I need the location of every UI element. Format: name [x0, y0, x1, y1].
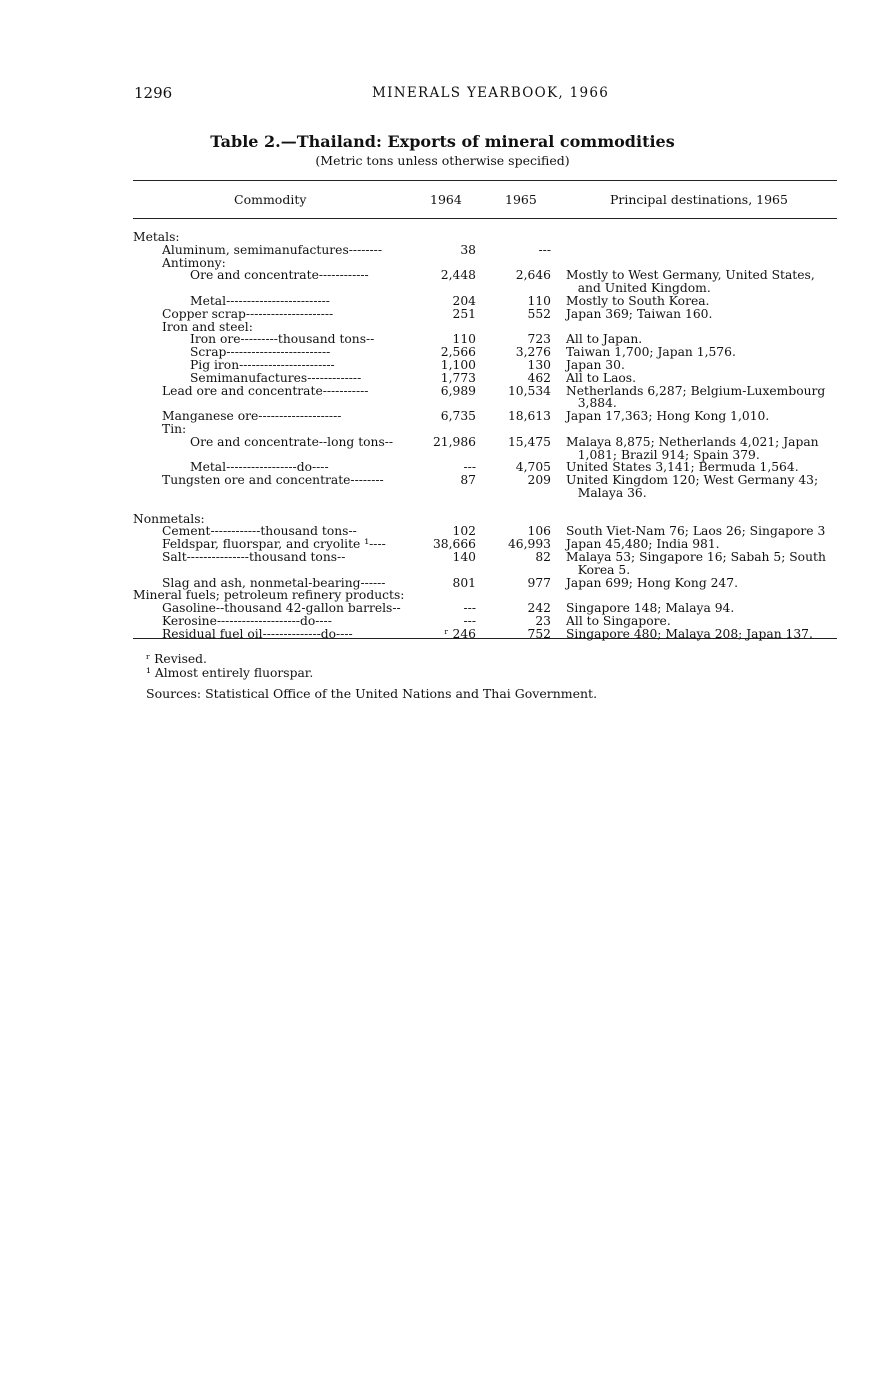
destinations-cell: 1,081; Brazil 914; Spain 379. — [566, 447, 760, 462]
value-1964-cell: 1,100 — [440, 357, 476, 372]
commodity-cell: Aluminum, semimanufactures-------- — [162, 242, 382, 257]
value-1965-cell: 242 — [527, 601, 551, 616]
table-row — [0, 538, 885, 551]
table-title: Table 2.—Thailand: Exports of mineral commodities — [210, 132, 675, 151]
destinations-cell: Japan 45,480; India 981. — [566, 537, 720, 552]
value-1964-cell: 87 — [460, 473, 476, 488]
destinations-cell: All to Singapore. — [566, 613, 671, 628]
destinations-cell: 3,884. — [566, 396, 617, 411]
value-1964-cell: 204 — [452, 293, 476, 308]
table-subtitle: (Metric tons unless otherwise specified) — [315, 153, 570, 168]
table-row — [0, 410, 885, 423]
value-1965-cell: 46,993 — [507, 537, 551, 552]
destinations-cell: United Kingdom 120; West Germany 43; — [566, 473, 819, 488]
value-1965-cell: 106 — [527, 524, 551, 539]
destinations-cell: South Viet-Nam 76; Laos 26; Singapore 3 — [566, 524, 826, 539]
commodity-cell: Gasoline--thousand 42-gallon barrels-- — [162, 601, 401, 616]
page-number: 1296 — [134, 84, 173, 102]
table-row — [0, 500, 885, 513]
table-row — [0, 295, 885, 308]
value-1964-cell: ʳ 246 — [444, 626, 476, 641]
destinations-cell: Korea 5. — [566, 562, 631, 577]
table-row — [0, 231, 885, 244]
table-row — [0, 321, 885, 334]
commodity-cell: Metals: — [133, 230, 180, 244]
destinations-cell: Netherlands 6,287; Belgium-Luxembourg — [566, 383, 826, 398]
header-commodity: Commodity — [234, 192, 307, 207]
commodity-cell: Manganese ore-------------------- — [162, 409, 342, 424]
destinations-cell: Japan 17,363; Hong Kong 1,010. — [566, 409, 770, 424]
value-1965-cell: 15,475 — [507, 434, 551, 449]
destinations-cell: Japan 699; Hong Kong 247. — [566, 575, 738, 590]
commodity-cell: Ore and concentrate------------ — [190, 268, 369, 283]
table-row — [0, 282, 885, 295]
value-1964-cell: 2,566 — [440, 345, 476, 360]
value-1964-cell: --- — [463, 601, 476, 616]
value-1965-cell: 723 — [527, 332, 551, 347]
sources-note: Sources: Statistical Office of the United Nations and Thai Government. — [146, 686, 598, 701]
destinations-cell: United States 3,141; Bermuda 1,564. — [566, 460, 799, 475]
value-1965-cell: 4,705 — [515, 460, 551, 475]
value-1964-cell: 38,666 — [432, 537, 476, 552]
commodity-cell: Metal------------------------- — [190, 293, 330, 308]
value-1965-cell: 82 — [535, 549, 551, 564]
table-top-rule — [133, 180, 837, 181]
commodity-cell: Slag and ash, nonmetal-bearing------ — [162, 575, 386, 590]
commodity-cell: Mineral fuels; petroleum refinery products: — [133, 588, 405, 603]
value-1964-cell: 38 — [460, 242, 476, 257]
commodity-cell: Salt---------------thousand tons-- — [162, 549, 346, 564]
table-row — [0, 474, 885, 487]
commodity-cell: Antimony: — [162, 255, 226, 270]
value-1964-cell: 2,448 — [440, 268, 476, 283]
destinations-cell: Japan 30. — [566, 357, 625, 372]
table-header-rule — [133, 218, 837, 219]
value-1965-cell: --- — [538, 242, 551, 257]
table-row — [0, 564, 885, 577]
table-row — [0, 436, 885, 449]
table-row — [0, 269, 885, 282]
table-row — [0, 551, 885, 564]
commodity-cell: Ore and concentrate--long tons-- — [190, 434, 394, 449]
value-1964-cell: 102 — [452, 524, 476, 539]
destinations-cell: Taiwan 1,700; Japan 1,576. — [566, 345, 736, 360]
commodity-cell: Tin: — [162, 421, 187, 436]
commodity-cell: Lead ore and concentrate----------- — [162, 383, 369, 398]
value-1965-cell: 10,534 — [507, 383, 551, 398]
value-1964-cell: 110 — [452, 332, 476, 347]
table-row — [0, 615, 885, 628]
commodity-cell: Iron ore---------thousand tons-- — [190, 332, 375, 347]
destinations-cell: Singapore 148; Malaya 94. — [566, 601, 735, 616]
commodity-cell: Pig iron----------------------- — [190, 357, 335, 372]
destinations-cell: All to Japan. — [566, 332, 643, 347]
table-row — [0, 487, 885, 500]
footnote-1: ¹ Almost entirely fluorspar. — [146, 666, 314, 680]
commodity-cell: Metal-----------------do---- — [190, 460, 329, 475]
commodity-cell: Residual fuel oil--------------do---- — [162, 626, 353, 641]
value-1964-cell: 21,986 — [432, 434, 476, 449]
table-row — [0, 589, 885, 602]
value-1965-cell: 752 — [527, 626, 551, 641]
destinations-cell: Malaya 8,875; Netherlands 4,021; Japan — [566, 434, 819, 449]
header-destinations: Principal destinations, 1965 — [610, 192, 788, 207]
value-1965-cell: 130 — [527, 357, 551, 372]
table-bottom-rule — [133, 638, 837, 639]
commodity-cell: Tungsten ore and concentrate-------- — [162, 473, 384, 488]
table-header-row — [0, 192, 885, 210]
table-row — [0, 385, 885, 398]
value-1965-cell: 23 — [535, 613, 551, 628]
value-1964-cell: 6,989 — [440, 383, 476, 398]
value-1965-cell: 18,613 — [507, 409, 551, 424]
destinations-cell: and United Kingdom. — [566, 281, 711, 296]
value-1965-cell: 462 — [527, 370, 551, 385]
value-1965-cell: 3,276 — [515, 345, 551, 360]
commodity-cell: Cement------------thousand tons-- — [162, 524, 357, 539]
running-title: MINERALS YEARBOOK, 1966 — [372, 85, 610, 101]
table-row — [0, 602, 885, 615]
value-1964-cell: --- — [463, 613, 476, 628]
destinations-cell: All to Laos. — [566, 370, 637, 385]
commodity-cell: Scrap------------------------- — [190, 345, 331, 360]
destinations-cell: Mostly to West Germany, United States, — [566, 268, 815, 283]
value-1964-cell: 140 — [452, 549, 476, 564]
commodity-cell: Iron and steel: — [162, 319, 253, 334]
table-row — [0, 244, 885, 257]
table-body — [0, 231, 885, 641]
table-row — [0, 372, 885, 385]
commodity-cell: Feldspar, fluorspar, and cryolite ¹---- — [162, 537, 386, 552]
destinations-cell: Mostly to South Korea. — [566, 293, 710, 308]
value-1965-cell: 977 — [527, 575, 551, 590]
commodity-cell: Semimanufactures------------- — [190, 370, 362, 385]
value-1964-cell: 801 — [452, 575, 476, 590]
destinations-cell: Singapore 480; Malaya 208; Japan 137. — [566, 626, 813, 641]
commodity-cell: Kerosine--------------------do---- — [162, 613, 332, 628]
destinations-cell: Japan 369; Taiwan 160. — [566, 306, 713, 321]
destinations-cell: Malaya 53; Singapore 16; Sabah 5; South — [566, 549, 826, 564]
footnotes — [146, 652, 313, 680]
footnote-revised: ʳ Revised. — [146, 652, 207, 666]
header-1965: 1965 — [505, 192, 537, 207]
value-1964-cell: 1,773 — [440, 370, 476, 385]
header-1964: 1964 — [430, 192, 462, 207]
value-1965-cell: 110 — [527, 293, 551, 308]
table-row — [0, 359, 885, 372]
commodity-cell: Nonmetals: — [133, 511, 205, 526]
value-1964-cell: 6,735 — [440, 409, 476, 424]
value-1964-cell: 251 — [452, 306, 476, 321]
value-1964-cell: --- — [463, 460, 476, 475]
value-1965-cell: 2,646 — [515, 268, 551, 283]
table-row — [0, 423, 885, 436]
commodity-cell: Copper scrap--------------------- — [162, 306, 334, 321]
value-1965-cell: 209 — [527, 473, 551, 488]
table-row — [0, 308, 885, 321]
value-1965-cell: 552 — [527, 306, 551, 321]
destinations-cell: Malaya 36. — [566, 485, 647, 500]
